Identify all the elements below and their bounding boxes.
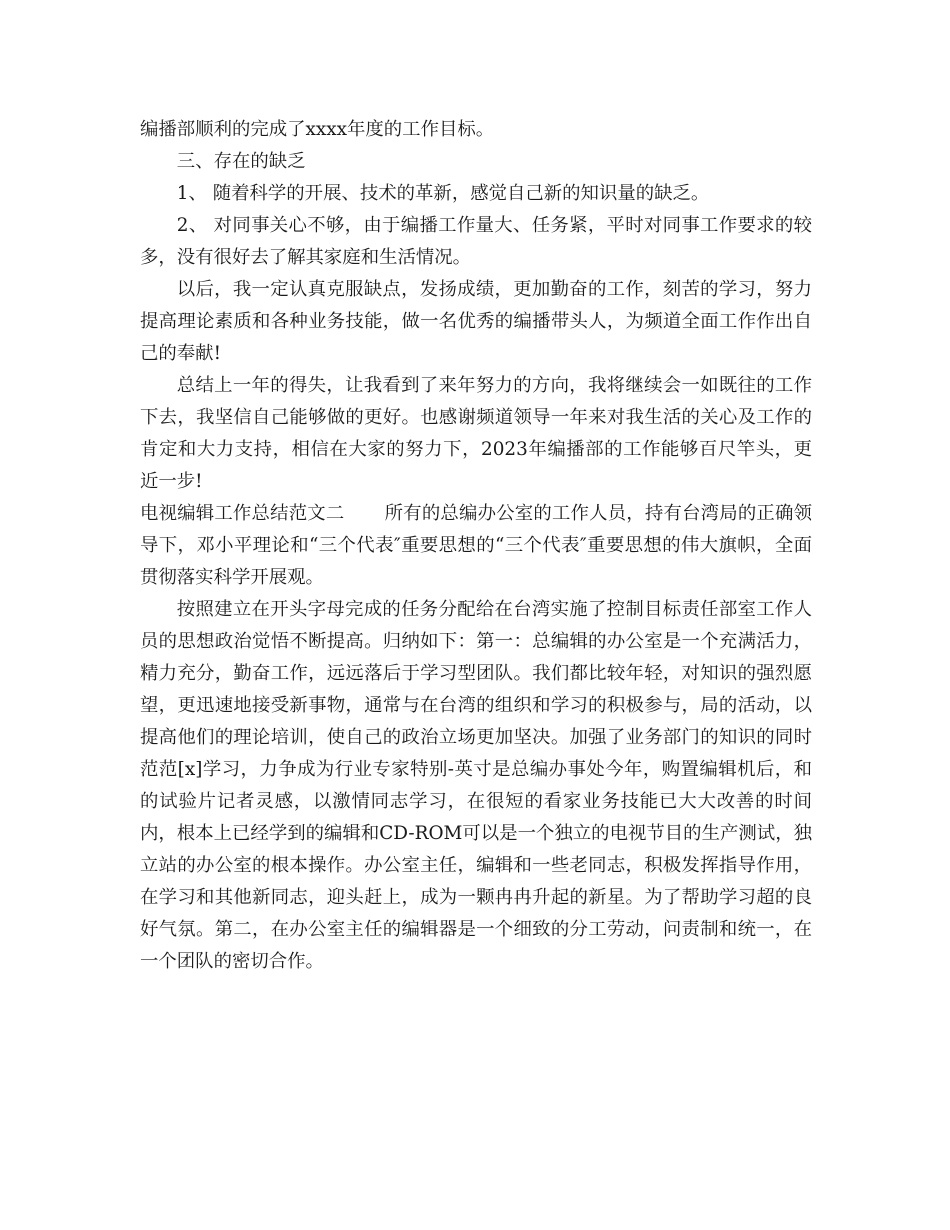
sample-two-intro: 所有的总编办公室的工作人员，持有台湾局的正确领导下，邓小平理论和“三个代表″重要思想的“三个代表″重要思想的伟大旗帜，全面贯彻落实科学开展观。 [140, 503, 812, 588]
section-heading-shortcomings: 三、存在的缺乏 [176, 151, 306, 172]
paragraph-1: 编播部顺利的完成了xxxx年度的工作目标。 [140, 119, 495, 140]
paragraph-long-body: 按照建立在开头字母完成的任务分配给在台湾实施了控制目标责任部室工作人员的思想政治觉悟不断提高。归纳如下：第一：总编辑的办公室是一个充满活力，精力充分，勤奋工作，远远落后于学习型团队。我们都比较年轻，对知识的强烈愿望，更迅速地接受新事物，通常与在台湾的组织和学习的积极参与，局的活动，以提高他们的理论培训，使自己的政治立场更加坚决。加强了业务部门的知识的同时范范[x]学习，力争成为行业专家特别-英寸是总编办事处今年，购置编辑机后，和的试验片记者灵感，以激情同志学习，在很短的看家业务技能已大大改善的时间内，根本上已经学到的编辑和CD-ROM可以是一个独立的电视节目的生产测试，独立站的办公室的根本操作。办公室主任，编辑和一些老同志，积极发挥指导作用，在学习和其他新同志，迎头赶上，成为一颗冉冉升起的新星。为了帮助学习超的良好气氛。第二，在办公室主任的编辑器是一个细致的分工劳动，问责制和统一，在一个团队的密切合作。 [140, 599, 812, 972]
sample-two-heading: 电视编辑工作总结范文二 [140, 503, 345, 524]
document-body [140, 114, 812, 978]
paragraph-shortcoming-1: 1、 随着科学的开展、技术的革新，感觉自己新的知识量的缺乏。 [176, 183, 710, 204]
paragraph-summary: 总结上一年的得失，让我看到了来年努力的方向，我将继续会一如既往的工作下去，我坚信自己能够做的更好。也感谢频道领导一年来对我生活的关心及工作的肯定和大力支持，相信在大家的努力下，2023年编播部的工作能够百尺竿头，更近一步! [140, 375, 812, 492]
paragraph-sample-two [140, 498, 812, 594]
paragraph-resolution: 以后，我一定认真克服缺点，发扬成绩，更加勤奋的工作，刻苦的学习，努力提高理论素质和各种业务技能，做一名优秀的编播带头人，为频道全面工作作出自己的奉献! [140, 279, 812, 364]
paragraph-shortcoming-2: 2、 对同事关心不够，由于编播工作量大、任务紧，平时对同事工作要求的较多，没有很好去了解其家庭和生活情况。 [140, 215, 812, 268]
